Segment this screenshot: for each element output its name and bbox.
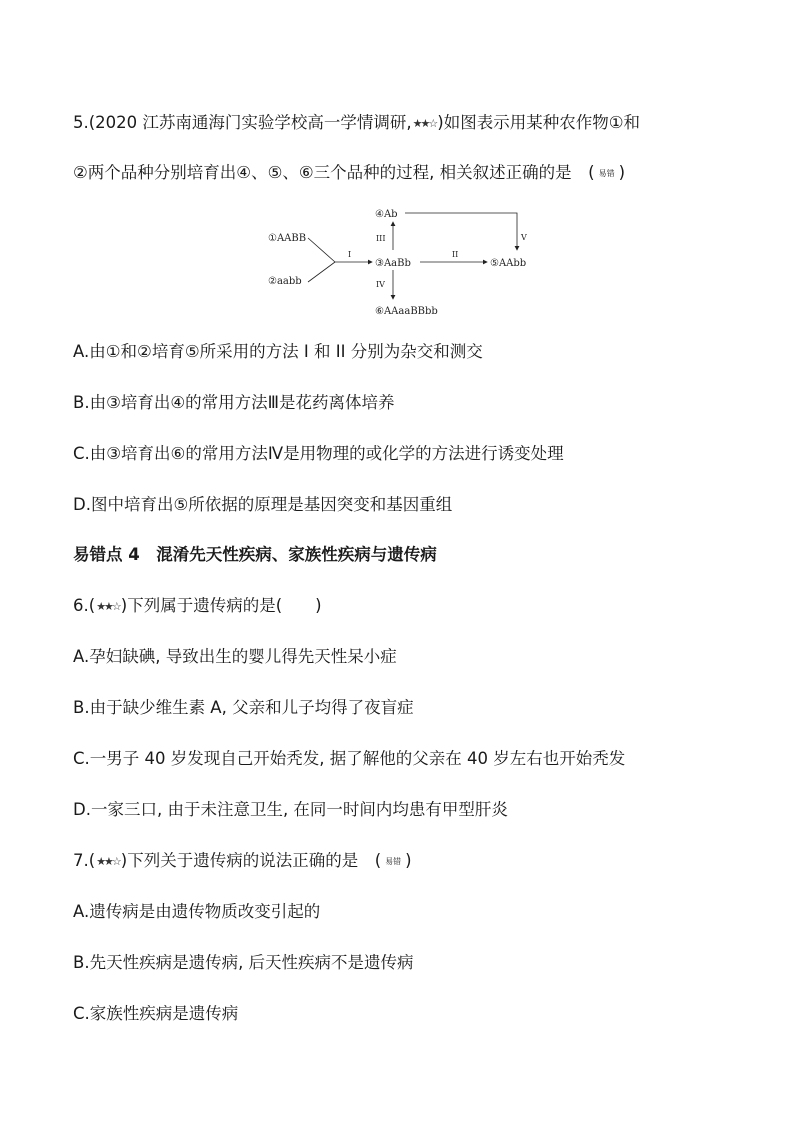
node-3: ③AaBb bbox=[375, 258, 411, 269]
error-prone-tag: 易错 bbox=[598, 169, 615, 178]
q7-option-c: C.家族性疾病是遗传病 bbox=[73, 1004, 239, 1023]
q5-option-c: C.由③培育出⑥的常用方法Ⅳ是用物理的或化学的方法进行诱变处理 bbox=[73, 444, 564, 463]
method-IV-label: IV bbox=[376, 280, 385, 289]
difficulty-stars-icon: ★★☆ bbox=[96, 855, 120, 868]
q7-stem-post: )下列关于遗传病的说法正确的是 bbox=[120, 851, 359, 870]
arrow-V bbox=[405, 213, 517, 250]
node-4: ④Ab bbox=[375, 209, 398, 220]
q6-option-d: D.一家三口, 由于未注意卫生, 在同一时间内均患有甲型肝炎 bbox=[73, 800, 508, 819]
q7-option-b: B.先天性疾病是遗传病, 后天性疾病不是遗传病 bbox=[73, 953, 414, 972]
q5-stem-line2-text: ②两个品种分别培育出④、⑤、⑥三个品种的过程, 相关叙述正确的是 bbox=[73, 163, 572, 182]
difficulty-stars-icon: ★★☆ bbox=[96, 600, 120, 613]
q6-option-c: C.一男子 40 岁发现自己开始秃发, 据了解他的父亲在 40 岁左右也开始秃发 bbox=[73, 749, 626, 768]
q6-option-a: A.孕妇缺碘, 导致出生的婴儿得先天性呆小症 bbox=[73, 647, 397, 666]
node-5: ⑤AAbb bbox=[490, 258, 527, 269]
q6-stem-post: )下列属于遗传病的是( ) bbox=[120, 596, 322, 615]
difficulty-stars-icon: ★★☆ bbox=[412, 117, 437, 130]
q5-stem-post: )如图表示用某种农作物①和 bbox=[437, 113, 640, 132]
method-II-label: II bbox=[452, 250, 459, 259]
q6-stem-pre: 6.( bbox=[73, 596, 96, 615]
q6-option-b: B.由于缺少维生素 A, 父亲和儿子均得了夜盲症 bbox=[73, 698, 414, 717]
node-2: ②aabb bbox=[268, 276, 302, 287]
q7-stem: 7.(★★☆)下列关于遗传病的说法正确的是 ( 易错 ) bbox=[73, 850, 412, 873]
q6-stem bbox=[73, 595, 322, 618]
node-6: ⑥AAaaBBbb bbox=[375, 306, 438, 317]
q5-option-a: A.由①和②培育⑤所采用的方法 I 和 II 分别为杂交和测交 bbox=[73, 342, 483, 361]
q5-stem-pre: 5.(2020 江苏南通海门实验学校高一学情调研, bbox=[73, 113, 412, 132]
q7-option-a: A.遗传病是由遗传物质改变引起的 bbox=[73, 902, 321, 921]
q5-option-b: B.由③培育出④的常用方法Ⅲ是花药离体培养 bbox=[73, 393, 395, 412]
cross-line-top bbox=[308, 238, 335, 262]
breeding-diagram bbox=[255, 200, 555, 325]
method-III-label: III bbox=[376, 234, 386, 243]
cross-line-bottom bbox=[308, 262, 335, 282]
q5-stem-line1 bbox=[73, 112, 640, 135]
q5-stem-line2: ②两个品种分别培育出④、⑤、⑥三个品种的过程, 相关叙述正确的是 ( 易错 ) bbox=[73, 162, 625, 185]
method-V-label: V bbox=[521, 233, 527, 242]
q7-stem-pre: 7.( bbox=[73, 851, 96, 870]
error-prone-tag: 易错 bbox=[385, 857, 402, 866]
method-I-label: I bbox=[348, 250, 352, 259]
node-1: ①AABB bbox=[268, 233, 307, 244]
section-title: 易错点 4 混淆先天性疾病、家族性疾病与遗传病 bbox=[73, 545, 437, 564]
q5-option-d: D.图中培育出⑤所依据的原理是基因突变和基因重组 bbox=[73, 495, 453, 514]
